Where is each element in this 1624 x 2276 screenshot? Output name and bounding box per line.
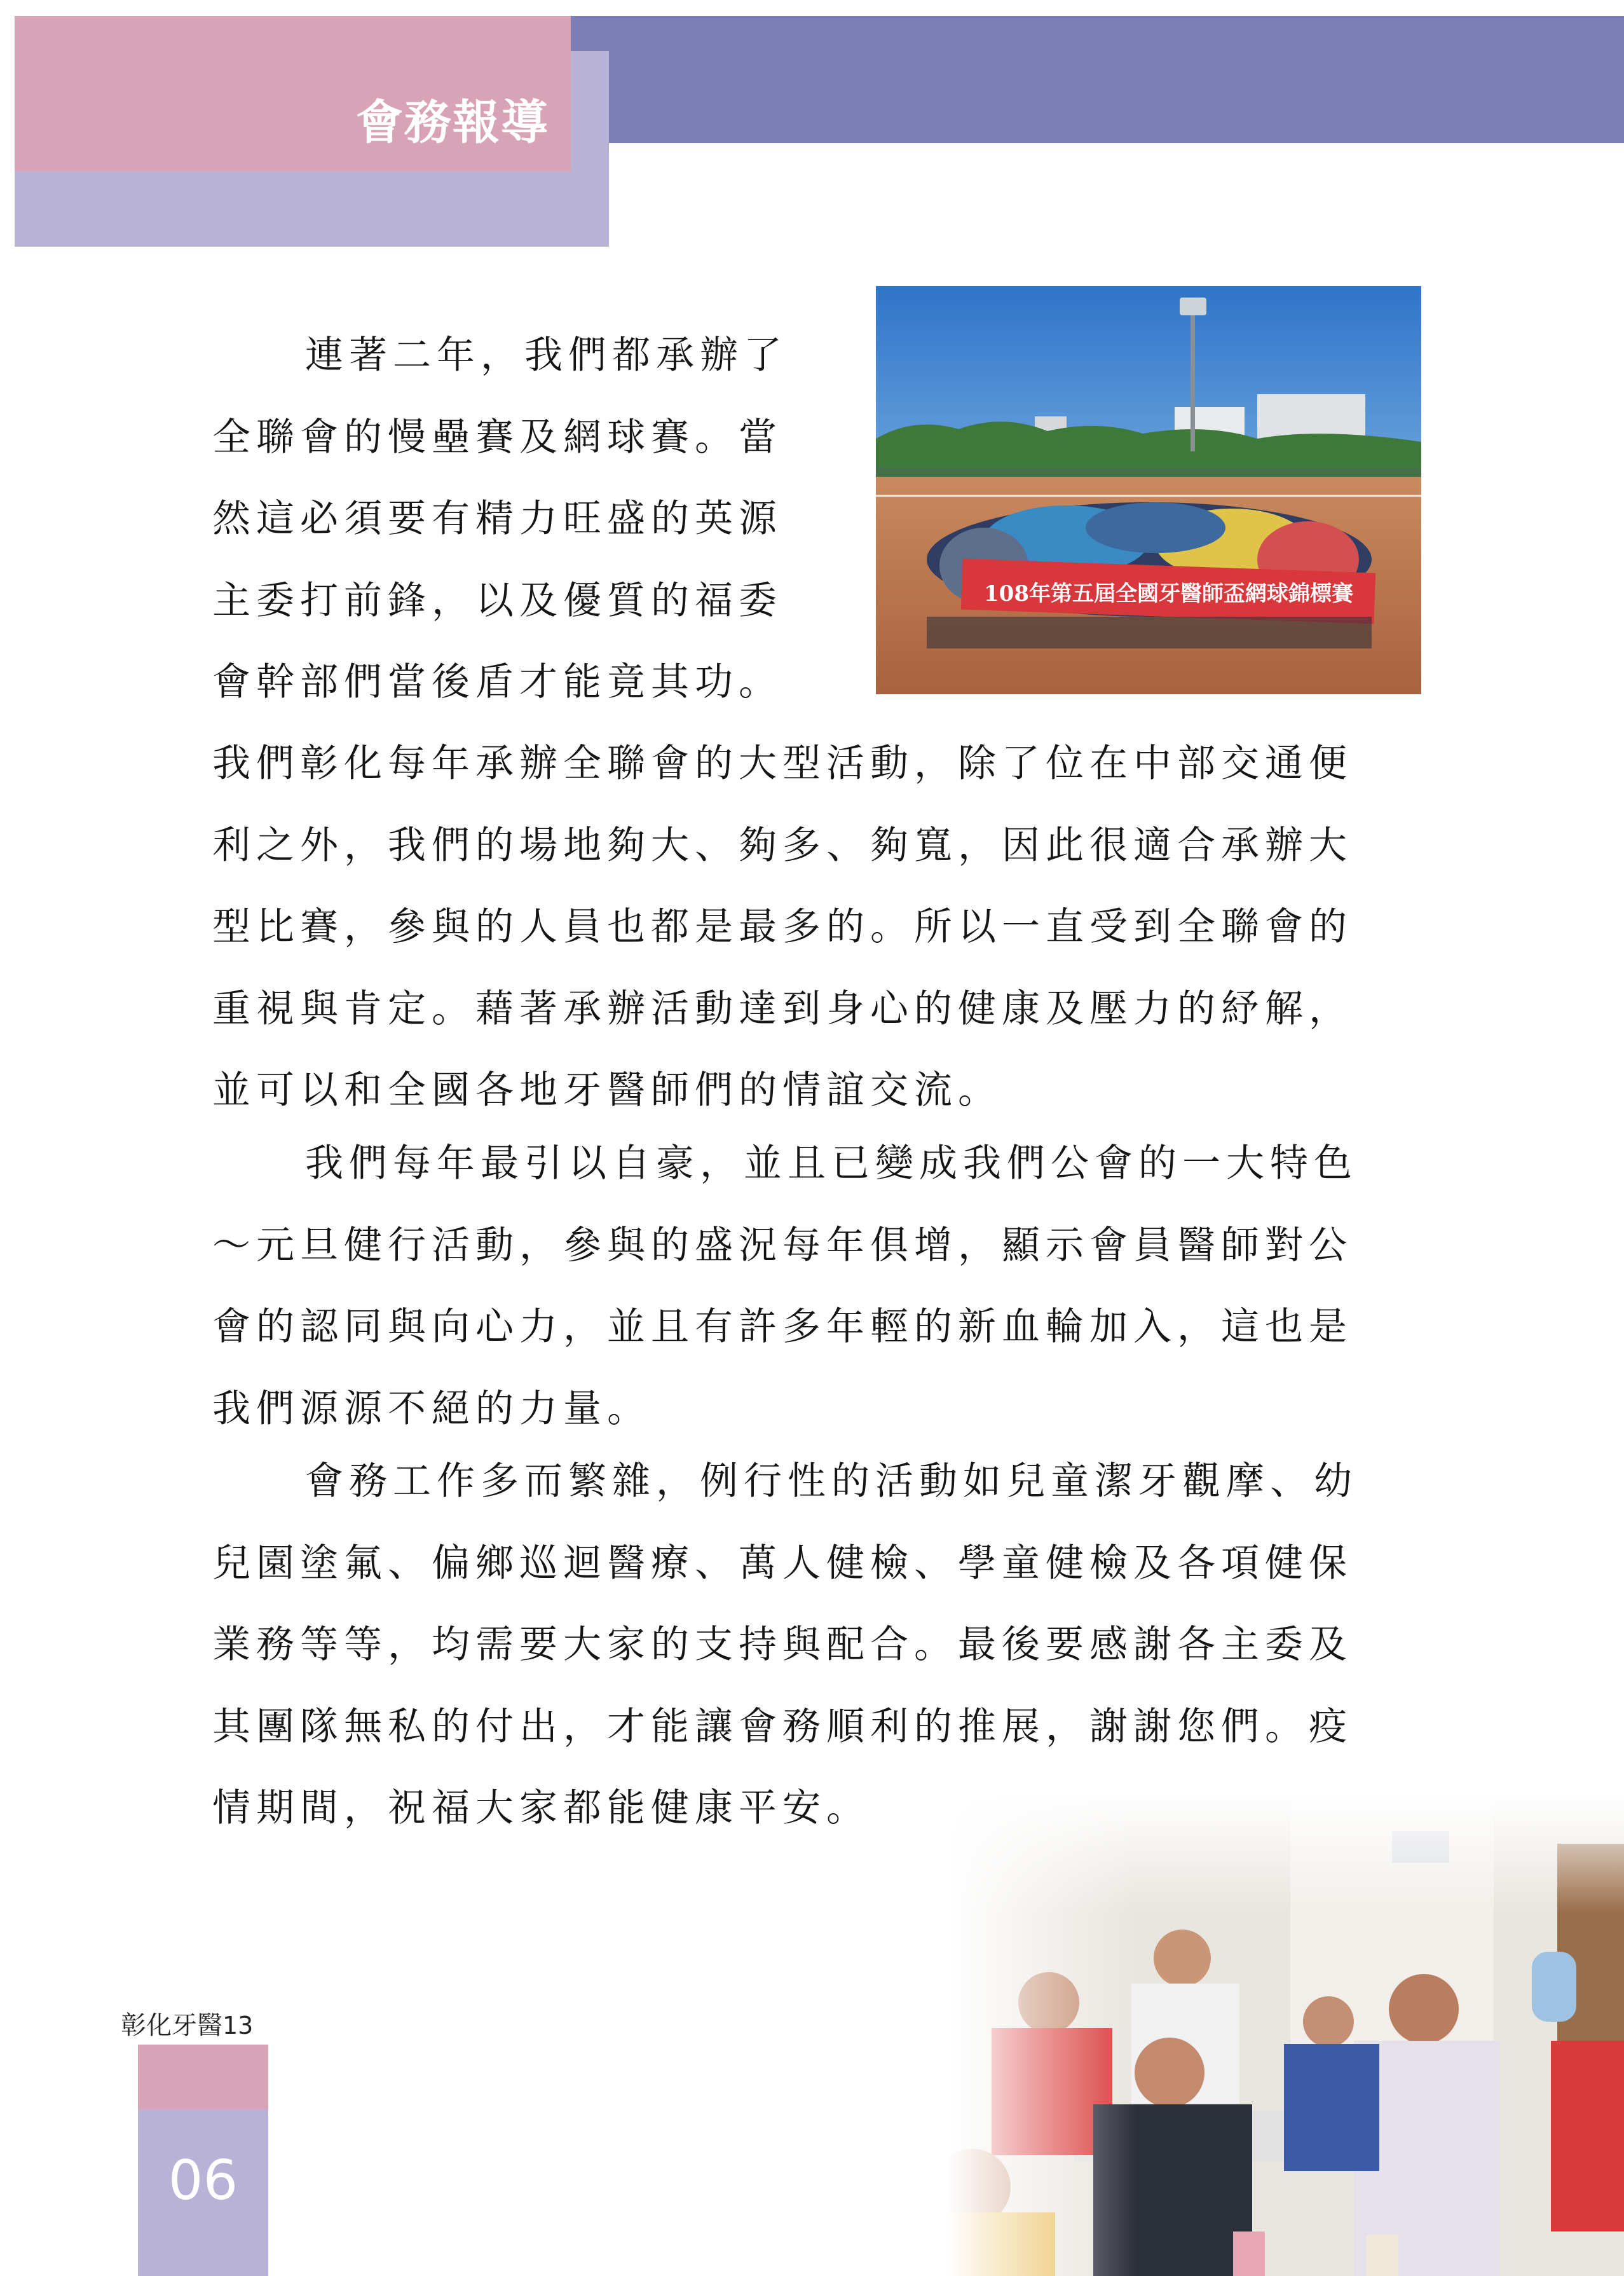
page-number: 06 <box>168 2149 238 2212</box>
text-line: 會務工作多而繁雜，例行性的活動如兒童潔牙觀摩、幼 <box>305 1459 1358 1504</box>
section-title: 會務報導 <box>356 95 549 150</box>
paragraph-3 <box>212 1441 1358 1849</box>
photo-fade-overlay <box>947 1793 1624 2276</box>
header-bar <box>570 16 1624 143</box>
footer-pink-block <box>138 2045 268 2109</box>
text-line: 我們源源不絕的力量。 <box>212 1386 651 1431</box>
paragraph-1-continued <box>212 723 1353 1132</box>
text-line: 我們彰化每年承辦全聯會的大型活動，除了位在中部交通便 <box>212 741 1353 786</box>
text-line: 連著二年，我們都承辦了 <box>305 333 788 378</box>
paragraph-1 <box>212 315 788 723</box>
banner-text: 108年第五屆全國牙醫師盃網球錦標賽 <box>984 581 1353 607</box>
text-line: 會的認同與向心力，並且有許多年輕的新血輪加入，這也是 <box>212 1305 1353 1349</box>
text-line: 全聯會的慢壘賽及網球賽。當 <box>212 415 782 460</box>
text-line: 並可以和全國各地牙醫師們的情誼交流。 <box>212 1068 1002 1113</box>
tennis-group-photo-art <box>876 286 1421 694</box>
text-line: 然這必須要有精力旺盛的英源 <box>212 497 782 541</box>
text-line: 我們每年最引以自豪，並且已變成我們公會的一大特色 <box>305 1141 1358 1186</box>
text-line: 利之外，我們的場地夠大、夠多、夠寬，因此很適合承辦大 <box>212 823 1353 868</box>
journal-name: 彰化牙醫 <box>121 2011 222 2040</box>
text-line: 業務等等，均需要大家的支持與配合。最後要感謝各主委及 <box>212 1622 1353 1667</box>
tennis-group-photo <box>876 286 1421 694</box>
journal-logo <box>121 2009 286 2042</box>
text-line: 兒園塗氟、偏鄉巡迴醫療、萬人健檢、學童健檢及各項健保 <box>212 1540 1353 1586</box>
meeting-photo <box>947 1793 1624 2276</box>
text-line: 主委打前鋒，以及優質的福委 <box>212 578 782 623</box>
text-line: 其團隊無私的付出，才能讓會務順利的推展，謝謝您們。疫 <box>212 1704 1353 1749</box>
text-line: ～元旦健行活動，參與的盛況每年俱增，顯示會員醫師對公 <box>212 1223 1353 1268</box>
text-line: 型比賽，參與的人員也都是最多的。所以一直受到全聯會的 <box>212 905 1353 949</box>
journal-issue: 13 <box>222 2012 254 2039</box>
text-line: 情期間，祝福大家都能健康平安。 <box>212 1786 870 1830</box>
text-line: 會幹部們當後盾才能竟其功。 <box>212 660 782 704</box>
text-line: 重視與肯定。藉著承辦活動達到身心的健康及壓力的紓解， <box>212 986 1353 1031</box>
paragraph-2 <box>212 1123 1358 1450</box>
